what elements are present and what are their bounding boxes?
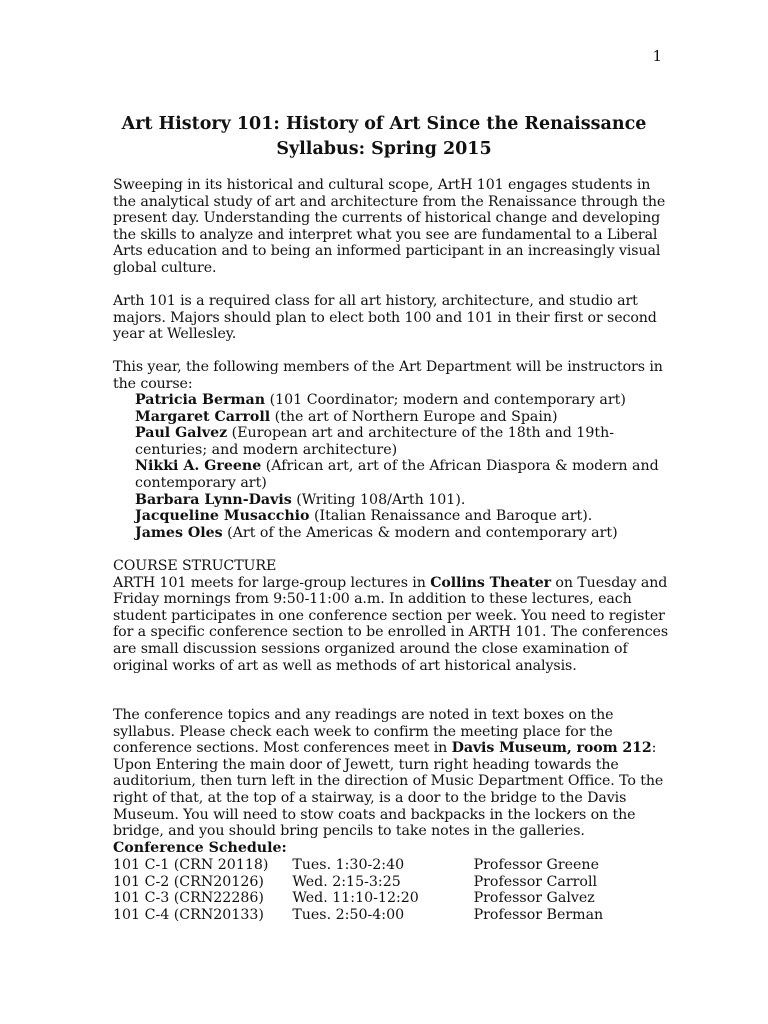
instructor-desc: (Writing 108/Arth 101). (291, 491, 466, 508)
document-title (100, 112, 668, 162)
intro-paragraph-1: Sweeping in its historical and cultural scope, ArtH 101 engages students in the analytical study of art and architecture from the Renaissance through the present day. Understanding the currents of historical change and developing the skills to analyze and interpret what you see are fundamental to a Liberal Arts education and to being an informed participant in an increasingly visual global culture. (113, 177, 666, 276)
schedule-row (113, 874, 633, 891)
schedule-section: 101 C-4 (CRN20133) (113, 906, 264, 923)
schedule-row (113, 907, 633, 924)
schedule-heading-text: Conference Schedule (113, 840, 282, 856)
instructor-desc: (African art, art of the African Diaspora & modern and contemporary art) (135, 458, 659, 491)
schedule-time: Wed. 2:15-3:25 (292, 873, 401, 890)
schedule-section: 101 C-2 (CRN20126) (113, 873, 264, 890)
instructor-name: Nikki A. Greene (135, 458, 262, 475)
course-structure-text: on Tuesday and Friday mornings from 9:50-11:00 a.m. In addition to these lectures, each student participates in one conference section per week. You need to register for a specific conference section to be enrolled in ARTH 101. The conferences are small discussion sessions organized around the close examination of original works of art as well as methods of art historical analysis. (113, 574, 669, 674)
instructor-item (135, 409, 675, 426)
conference-location: Davis Museum, room 212 (451, 740, 652, 757)
instructor-name: Barbara Lynn-Davis (135, 491, 292, 508)
instructor-item (135, 392, 675, 409)
course-structure-heading: COURSE STRUCTURE (113, 558, 277, 574)
instructor-name: Paul Galvez (135, 425, 228, 442)
schedule-section: 101 C-3 (CRN22286) (113, 890, 264, 907)
schedule-time: Wed. 11:10-12:20 (292, 890, 419, 907)
course-structure-text: ARTH 101 meets for large-group lectures in (113, 574, 431, 591)
instructor-item (135, 508, 675, 525)
schedule-time: Tues. 2:50-4:00 (292, 906, 405, 923)
lecture-location: Collins Theater (430, 574, 552, 591)
instructor-name: Patricia Berman (135, 392, 266, 408)
course-structure-paragraph (113, 575, 673, 675)
schedule-time: Tues. 1:30-2:40 (292, 857, 405, 873)
schedule-row (113, 857, 633, 874)
instructor-desc: (Italian Renaissance and Baroque art). (309, 508, 593, 525)
instructor-item (135, 458, 675, 491)
schedule-section: 101 C-1 (CRN 20118) (113, 857, 269, 873)
intro-paragraph-3: This year, the following members of the Art Department will be instructors in the course: (113, 359, 663, 392)
schedule-professor: Professor Carroll (473, 873, 598, 890)
course-structure-section (113, 558, 673, 674)
conference-text: The conference topics and any readings are noted in text boxes on the syllabus. Please check each week to confirm the meeting place for the conference sections. Most conferences meet in (113, 707, 614, 757)
schedule-table (113, 857, 633, 923)
schedule-heading (113, 840, 287, 857)
instructor-item (135, 525, 675, 542)
schedule-professor: Professor Berman (473, 906, 604, 923)
conference-paragraph (113, 707, 673, 840)
title-line-1: Art History 101: History of Art Since the Renaissance (121, 114, 647, 134)
schedule-professor: Professor Greene (473, 857, 599, 873)
title-line-2: Syllabus: Spring 2015 (276, 139, 492, 159)
instructor-list (135, 392, 675, 541)
instructor-item (135, 425, 675, 458)
instructor-desc: (101 Coordinator; modern and contemporary art) (265, 392, 626, 408)
instructor-item (135, 492, 675, 509)
instructor-name: Margaret Carroll (135, 408, 271, 425)
schedule-professor: Professor Galvez (473, 890, 595, 907)
page-number: 1 (652, 47, 662, 65)
instructor-desc: (European art and architecture of the 18th and 19th-centuries; and modern architecture) (135, 425, 614, 458)
instructor-desc: (the art of Northern Europe and Spain) (270, 408, 558, 425)
schedule-heading-suffix: : (281, 840, 287, 856)
intro-paragraph-2: Arth 101 is a required class for all art history, architecture, and studio art majors. Majors should plan to elect both 100 and 101 in their first or second year at Wellesley. (113, 293, 657, 343)
conference-text: : Upon Entering the main door of Jewett, turn right heading towards the auditorium, then turn left in the direction of Music Department Office. To the right of that, at the top of a stairway, is a door to the bridge to the Davis Museum. You will need to stow coats and backpacks in the lockers on the bridge, and you should bring pencils to take notes in the galleries. (113, 740, 664, 840)
schedule-row (113, 890, 633, 907)
instructor-desc: (Art of the Americas & modern and contemporary art) (222, 524, 618, 541)
instructor-name: James Oles (135, 524, 223, 541)
instructor-name: Jacqueline Musacchio (135, 508, 310, 525)
